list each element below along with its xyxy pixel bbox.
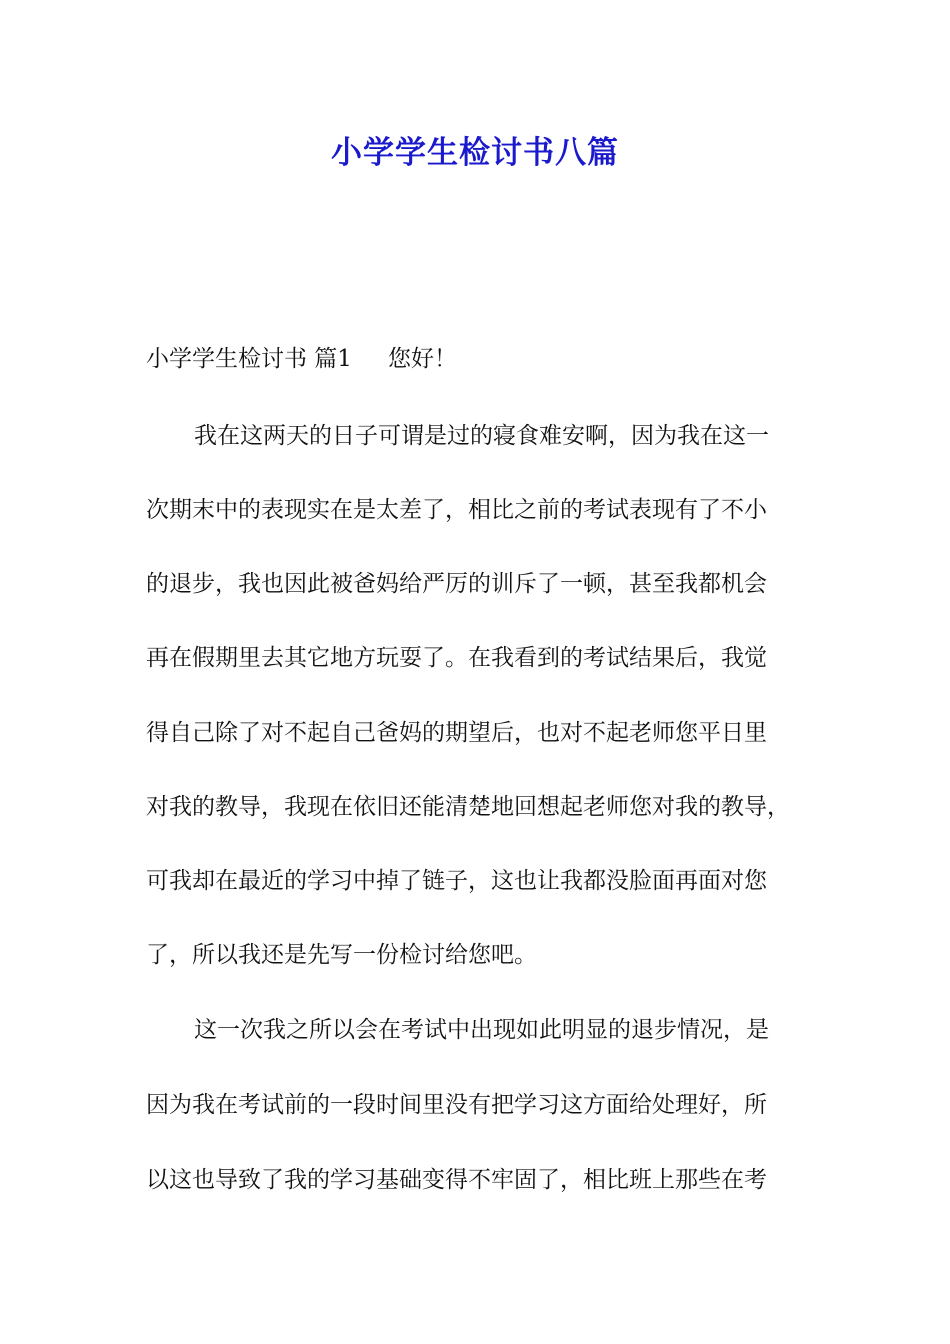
paragraph-line: 的退步，我也因此被爸妈给严厉的训斥了一顿，甚至我都机会 — [146, 571, 767, 597]
paragraph-line: 得自己除了对不起自己爸妈的期望后，也对不起老师您平日里 — [146, 720, 767, 746]
paragraph-line: 可我却在最近的学习中掉了链子，这也让我都没脸面再面对您 — [146, 868, 767, 894]
paragraph-line: 再在假期里去其它地方玩耍了。在我看到的考试结果后，我觉 — [146, 645, 767, 671]
section-heading: 小学学生检讨书 篇1 — [146, 346, 352, 372]
paragraph-line: 以这也导致了我的学习基础变得不牢固了，相比班上那些在考 — [146, 1167, 767, 1193]
paragraph-line: 对我的教导，我现在依旧还能清楚地回想起老师您对我的教导， — [146, 794, 790, 820]
paragraph-line: 这一次我之所以会在考试中出现如此明显的退步情况，是 — [194, 1017, 769, 1043]
section-heading-row — [146, 344, 457, 374]
paragraph-line: 因为我在考试前的一段时间里没有把学习这方面给处理好，所 — [146, 1092, 767, 1118]
page-title: 小学学生检讨书八篇 — [331, 135, 619, 171]
paragraph-line: 我在这两天的日子可谓是过的寝食难安啊，因为我在这一 — [194, 423, 769, 449]
paragraph-line: 次期末中的表现实在是太差了，相比之前的考试表现有了不小 — [146, 497, 767, 523]
greeting: 您好！ — [387, 346, 457, 372]
paragraph-line: 了，所以我还是先写一份检讨给您吧。 — [146, 942, 537, 968]
